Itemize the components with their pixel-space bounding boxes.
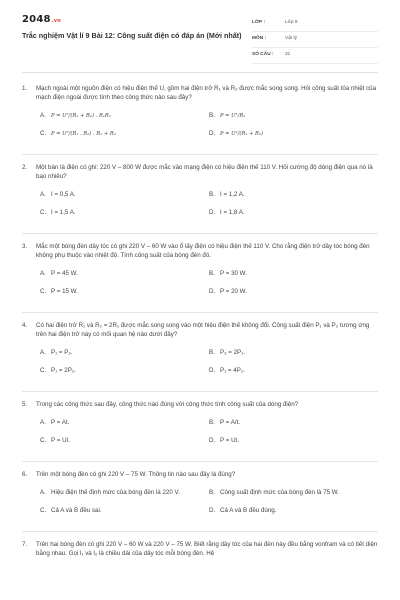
question-list: [22, 73, 378, 567]
option-letter: A.: [40, 111, 46, 119]
answer-option-a[interactable]: [40, 110, 209, 123]
answer-option-d[interactable]: [209, 505, 378, 518]
document-title: Trắc nghiệm Vật lí 9 Bài 12: Công suất điện có đáp án (Mới nhất): [22, 31, 242, 40]
option-letter: A.: [40, 348, 46, 356]
option-text: Hiệu điện thế định mức của bóng đèn là 220 V.: [51, 488, 180, 496]
option-text: P₁ = P₂.: [51, 348, 73, 356]
question-text: Một bàn là điện có ghi: 220 V – 800 W được mắc vào mạng điện có hiệu điện thế 110 V. Hỏi cường độ dòng điện qua nó là bao nhiêu?: [36, 163, 373, 180]
question-text: Có hai điện trở R₁ và R₂ = 2R₁ được mắc song song vào một hiệu điện thế không đổi. Công suất điện P₁ và P₂ tương ứng trên hai điện trở này có mối quan hệ nào dưới đây?: [36, 321, 370, 338]
option-text: I = 1,2 A.: [220, 190, 245, 198]
option-text: P₂ = 2P₁.: [220, 348, 245, 356]
answer-option-c[interactable]: [40, 505, 209, 518]
option-text: P₁ = 4P₂.: [220, 366, 245, 374]
option-text: P = 20 W.: [220, 287, 247, 295]
question-text: Trên hai bóng đèn có ghi 220 V – 60 W và 220 V – 75 W. Biết rằng dây tóc của hai đèn này đều bằng vonfram và có tiết diện bằng nhau. Gọi l₁ và l₂ là chiều dài của dây tóc mỗi bóng đèn. Hệ: [36, 540, 378, 557]
option-letter: C.: [40, 208, 47, 216]
question-number: 7.: [22, 540, 28, 548]
answer-options: [40, 347, 378, 383]
option-text: P = Ut.: [220, 436, 239, 444]
answer-option-d[interactable]: [209, 286, 378, 299]
answer-option-b[interactable]: [209, 487, 378, 500]
question-text: Mắc một bóng đèn dây tóc có ghi 220 V – 60 W vào ổ lấy điện có hiệu điện thế 110 V. Cho rằng điện trở dây tóc bóng đèn không phụ thuộc vào nhiệt độ. Tính công suất của bóng đèn đó.: [36, 242, 370, 259]
answer-option-a[interactable]: [40, 487, 209, 500]
question-item: [22, 541, 378, 567]
answer-option-a[interactable]: [40, 268, 209, 281]
option-letter: C.: [40, 506, 47, 514]
option-formula: P = U²/(R₁ + R₂) . R₁R₂: [51, 112, 111, 119]
answer-options: [40, 487, 378, 523]
answer-option-b[interactable]: [209, 347, 378, 360]
logo-main: 2048: [22, 14, 51, 25]
option-text: Công suất định mức của bóng đèn là 75 W.: [220, 488, 340, 496]
answer-options: [40, 268, 378, 304]
header-left: [22, 14, 247, 64]
option-letter: B.: [209, 348, 215, 356]
logo-suffix: .vn: [51, 18, 61, 24]
question-item: [22, 164, 378, 234]
answer-option-b[interactable]: [209, 268, 378, 281]
option-formula: P = U²/R₁: [220, 112, 246, 119]
option-formula: P = U²/(R₁ + R₂): [220, 130, 263, 137]
meta-value: Vật lý: [285, 36, 297, 42]
option-letter: B.: [209, 111, 215, 119]
answer-option-c[interactable]: [40, 207, 209, 220]
option-letter: A.: [40, 418, 46, 426]
option-text: P = 45 W.: [51, 269, 78, 277]
option-letter: B.: [209, 418, 215, 426]
answer-option-c[interactable]: [40, 365, 209, 378]
answer-option-b[interactable]: [209, 417, 378, 430]
question-item: [22, 401, 378, 462]
answer-option-d[interactable]: [209, 365, 378, 378]
answer-options: [40, 417, 378, 453]
option-text: I = 1,5 A.: [51, 208, 76, 216]
option-text: Cả A và B đều đúng.: [220, 506, 277, 514]
option-letter: B.: [209, 488, 215, 496]
option-letter: C.: [40, 287, 47, 295]
option-letter: C.: [40, 436, 47, 444]
option-letter: D.: [209, 287, 216, 295]
option-letter: D.: [209, 366, 216, 374]
answer-option-a[interactable]: [40, 417, 209, 430]
meta-table: [252, 16, 378, 64]
answer-option-c[interactable]: [40, 128, 209, 141]
option-text: P = A/t.: [220, 418, 241, 426]
answer-option-c[interactable]: [40, 286, 209, 299]
option-letter: D.: [209, 208, 216, 216]
meta-value: Lớp 9: [285, 20, 298, 26]
option-text: P = UI.: [51, 436, 70, 444]
question-item: [22, 322, 378, 392]
option-letter: B.: [209, 190, 215, 198]
meta-label: SỐ CÂU :: [252, 52, 274, 58]
site-logo[interactable]: [22, 14, 247, 26]
option-text: P = At.: [51, 418, 70, 426]
answer-option-d[interactable]: [209, 128, 378, 141]
option-text: I = 0,5 A.: [51, 190, 76, 198]
option-letter: C.: [40, 129, 47, 137]
option-letter: A.: [40, 488, 46, 496]
option-text: I = 1,8 A.: [220, 208, 245, 216]
question-text: Trong các công thức sau đây, công thức nào đúng với công thức tính công suất của dòng điện?: [36, 400, 299, 408]
option-text: P = 15 W.: [51, 287, 78, 295]
answer-option-b[interactable]: [209, 110, 378, 123]
answer-options: [40, 110, 378, 146]
meta-value: 31: [285, 52, 291, 58]
question-text: Mạch ngoài một nguồn điện có hiệu điện thế U, gồm hai điện trở R₁ và R₂ được mắc song song. Hỏi công suất tỏa nhiệt của mạch điện ngoài được tính theo công thức nào sau đây?: [36, 85, 377, 101]
option-letter: A.: [40, 190, 46, 198]
option-letter: C.: [40, 366, 47, 374]
meta-label: MÔN :: [252, 36, 267, 42]
answer-option-c[interactable]: [40, 435, 209, 448]
option-letter: D.: [209, 506, 216, 514]
answer-option-a[interactable]: [40, 189, 209, 202]
question-number: 2.: [22, 163, 28, 171]
meta-row-subject: [252, 32, 378, 48]
option-text: P₁ = 2P₂.: [51, 366, 76, 374]
option-text: Cả A và B đều sai.: [51, 506, 102, 514]
question-number: 1.: [22, 85, 28, 92]
document-header: [22, 0, 378, 73]
question-number: 6.: [22, 470, 28, 478]
answer-option-d[interactable]: [209, 435, 378, 448]
question-number: 3.: [22, 242, 28, 250]
question-item: [22, 243, 378, 313]
question-item: [22, 85, 378, 155]
question-number: 5.: [22, 400, 28, 408]
option-formula: P = U²/(R₁ . R₂) . R₁ + R₂: [51, 130, 116, 137]
answer-option-b[interactable]: [209, 189, 378, 202]
question-text: Trên một bóng đèn có ghi 220 V – 75 W. Thông tin nào sau đây là đúng?: [36, 470, 236, 478]
answer-option-d[interactable]: [209, 207, 378, 220]
option-text: P = 30 W.: [220, 269, 247, 277]
meta-row-count: [252, 48, 378, 64]
option-letter: D.: [209, 129, 216, 137]
meta-row-grade: [252, 16, 378, 32]
question-number: 4.: [22, 321, 28, 329]
question-item: [22, 471, 378, 532]
option-letter: A.: [40, 269, 46, 277]
option-letter: D.: [209, 436, 216, 444]
answer-options: [40, 189, 378, 225]
meta-label: LỚP :: [252, 20, 266, 26]
answer-option-a[interactable]: [40, 347, 209, 360]
option-letter: B.: [209, 269, 215, 277]
